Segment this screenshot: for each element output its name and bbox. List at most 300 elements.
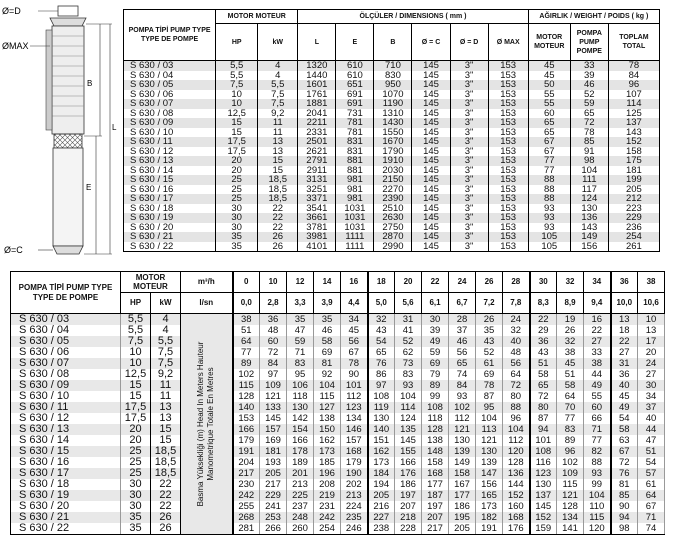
table-cell: 1440	[298, 71, 336, 81]
table-cell: 145	[412, 242, 450, 252]
head-value-cell: 30	[422, 314, 449, 326]
hp-cell: 30	[121, 479, 151, 490]
table-cell: 2211	[298, 118, 336, 128]
head-value-cell: 89	[422, 380, 449, 391]
table-cell: 145	[412, 223, 450, 233]
table-cell: 3"	[450, 118, 488, 128]
head-value-cell: 77	[557, 413, 584, 424]
head-value-cell: 191	[233, 446, 260, 457]
table-cell: 35	[216, 232, 258, 242]
head-value-cell: 140	[368, 424, 395, 435]
head-value-cell: 144	[503, 479, 530, 490]
table-cell: 7,5	[258, 90, 298, 100]
model-cell: S 630 / 16	[124, 185, 216, 195]
col-d: Ø = D	[450, 24, 488, 61]
head-value-cell: 45	[557, 358, 584, 369]
head-value-cell: 241	[260, 501, 287, 512]
table-cell: 50	[528, 80, 570, 90]
head-value-cell: 128	[422, 424, 449, 435]
head-value-cell: 89	[233, 358, 260, 369]
head-value-cell: 115	[557, 479, 584, 490]
table-cell: 1070	[374, 90, 412, 100]
table-cell: 710	[374, 61, 412, 71]
table-cell: 610	[336, 71, 374, 81]
table-cell: 3661	[298, 213, 336, 223]
model-cell: S 630 / 16	[11, 457, 121, 468]
table-cell: 12,5	[216, 109, 258, 119]
table-cell: 1550	[374, 128, 412, 138]
head-value-cell: 194	[368, 479, 395, 490]
head-value-cell: 108	[368, 391, 395, 402]
head-value-cell: 102	[449, 402, 476, 413]
table-cell: 15	[216, 118, 258, 128]
table-cell: 145	[412, 80, 450, 90]
head-value-cell: 97	[260, 369, 287, 380]
table-cell: 3"	[450, 128, 488, 138]
table-cell: 1111	[336, 232, 374, 242]
table-row	[11, 435, 665, 446]
head-value-cell: 49	[584, 380, 611, 391]
table-cell: 1031	[336, 223, 374, 233]
head-value-cell: 71	[638, 512, 665, 523]
head-value-cell: 19	[557, 314, 584, 326]
head-value-cell: 74	[449, 369, 476, 380]
head-value-cell: 13	[611, 314, 638, 326]
table-cell: 153	[488, 232, 528, 242]
col-c: Ø = C	[412, 24, 450, 61]
head-value-cell: 30	[638, 380, 665, 391]
head-value-cell: 181	[260, 446, 287, 457]
table-cell: 22	[258, 213, 298, 223]
head-value-cell: 142	[287, 413, 314, 424]
table-cell: 981	[336, 175, 374, 185]
head-value-cell: 52	[476, 347, 503, 358]
hp-cell: 20	[121, 435, 151, 446]
model-cell: S 630 / 08	[11, 369, 121, 380]
head-value-cell: 59	[287, 336, 314, 347]
table-cell: 3781	[298, 223, 336, 233]
head-axis-label	[181, 314, 233, 535]
table-cell: 10	[216, 90, 258, 100]
col-kw: kW	[258, 24, 298, 61]
dim-d-label: Ø=D	[2, 6, 21, 16]
head-value-cell: 217	[260, 479, 287, 490]
table-cell: 153	[488, 128, 528, 138]
table-cell: 10	[216, 99, 258, 109]
table-cell: 153	[488, 90, 528, 100]
col-flow-ls: l/sn	[181, 293, 233, 314]
head-value-cell: 33	[584, 347, 611, 358]
head-value-cell: 268	[233, 512, 260, 523]
kw-cell: 9,2	[151, 369, 181, 380]
head-value-cell: 62	[395, 347, 422, 358]
head-value-cell: 32	[368, 314, 395, 326]
head-value-cell: 112	[341, 391, 368, 402]
table-cell: 153	[488, 99, 528, 109]
table-cell: 1320	[298, 61, 336, 71]
head-value-cell: 64	[503, 369, 530, 380]
head-value-cell: 65	[530, 380, 557, 391]
table-row	[124, 223, 660, 233]
head-value-cell: 43	[368, 325, 395, 336]
pump-dimension-drawing	[0, 0, 122, 266]
head-value-cell: 165	[476, 490, 503, 501]
head-value-cell: 45	[341, 325, 368, 336]
head-value-cell: 44	[584, 369, 611, 380]
table-cell: 153	[488, 71, 528, 81]
head-value-cell: 179	[233, 435, 260, 446]
table-cell: 2041	[298, 109, 336, 119]
table-cell: 33	[570, 61, 608, 71]
table-cell: 18,5	[258, 175, 298, 185]
head-value-cell: 104	[503, 424, 530, 435]
table-cell: 17,5	[216, 147, 258, 157]
table-cell: 22	[258, 204, 298, 214]
head-value-cell: 57	[638, 468, 665, 479]
col-max: Ø MAX	[488, 24, 528, 61]
table-cell: 1031	[336, 204, 374, 214]
table-cell: 981	[336, 185, 374, 195]
table-cell: 3"	[450, 80, 488, 90]
col-l: L	[298, 24, 336, 61]
table-cell: 137	[608, 118, 659, 128]
table-cell: 145	[412, 204, 450, 214]
flow-ls-header: 4,4	[341, 293, 368, 314]
head-value-cell: 151	[368, 435, 395, 446]
table-cell: 45	[528, 71, 570, 81]
head-value-cell: 54	[638, 457, 665, 468]
head-value-cell: 35	[314, 314, 341, 326]
head-value-cell: 90	[341, 369, 368, 380]
table-cell: 72	[570, 118, 608, 128]
head-value-cell: 18	[611, 325, 638, 336]
head-value-cell: 65	[368, 347, 395, 358]
model-cell: S 630 / 17	[11, 468, 121, 479]
head-value-cell: 16	[584, 314, 611, 326]
head-value-cell: 217	[422, 523, 449, 535]
head-value-cell: 46	[449, 336, 476, 347]
head-value-cell: 26	[557, 325, 584, 336]
hp-cell: 25	[121, 468, 151, 479]
head-value-cell: 237	[287, 501, 314, 512]
table-row	[11, 391, 665, 402]
table-cell: 2750	[374, 223, 412, 233]
table-cell: 98	[570, 156, 608, 166]
table-cell: 91	[570, 147, 608, 157]
head-value-cell: 205	[368, 490, 395, 501]
table-cell: 145	[412, 147, 450, 157]
head-value-cell: 246	[341, 523, 368, 535]
model-cell: S 630 / 03	[124, 61, 216, 71]
head-value-cell: 173	[368, 457, 395, 468]
table-row	[124, 213, 660, 223]
head-value-cell: 31	[395, 314, 422, 326]
head-value-cell: 69	[476, 369, 503, 380]
table-cell: 3"	[450, 213, 488, 223]
table-cell: 1111	[336, 242, 374, 252]
table-cell: 78	[608, 61, 659, 71]
head-value-cell: 99	[584, 479, 611, 490]
table-cell: 145	[412, 109, 450, 119]
head-value-cell: 121	[476, 435, 503, 446]
head-value-cell: 104	[584, 490, 611, 501]
head-value-cell: 95	[287, 369, 314, 380]
table-row	[124, 147, 660, 157]
head-value-cell: 150	[314, 424, 341, 435]
table-cell: 145	[412, 90, 450, 100]
head-value-cell: 17	[638, 336, 665, 347]
head-value-cell: 154	[287, 424, 314, 435]
table-cell: 65	[528, 128, 570, 138]
head-value-cell: 86	[368, 369, 395, 380]
head-value-cell: 140	[233, 402, 260, 413]
head-value-cell: 60	[584, 402, 611, 413]
table-row	[124, 166, 660, 176]
flow-m3h-header: 14	[314, 272, 341, 293]
head-value-cell: 189	[287, 457, 314, 468]
table-cell: 153	[488, 156, 528, 166]
hp-cell: 35	[121, 523, 151, 535]
head-value-cell: 197	[395, 490, 422, 501]
head-value-cell: 70	[557, 402, 584, 413]
table-cell: 4101	[298, 242, 336, 252]
head-value-cell: 102	[233, 369, 260, 380]
table-row	[124, 118, 660, 128]
hp-cell: 12,5	[121, 369, 151, 380]
table-cell: 691	[336, 99, 374, 109]
table-cell: 3541	[298, 204, 336, 214]
head-value-cell: 145	[395, 435, 422, 446]
head-value-cell: 56	[503, 358, 530, 369]
table-cell: 111	[570, 175, 608, 185]
table-row	[11, 468, 665, 479]
table-cell: 88	[528, 194, 570, 204]
model-cell: S 630 / 07	[124, 99, 216, 109]
head-value-cell: 196	[314, 468, 341, 479]
head-value-cell: 168	[341, 446, 368, 457]
hp-cell: 20	[121, 424, 151, 435]
hp-cell: 17,5	[121, 402, 151, 413]
flow-m3h-header: 32	[557, 272, 584, 293]
table-cell: 3"	[450, 242, 488, 252]
head-value-cell: 145	[530, 501, 557, 512]
table-cell: 77	[528, 156, 570, 166]
head-value-cell: 35	[287, 314, 314, 326]
head-value-cell: 266	[260, 523, 287, 535]
table-cell: 145	[412, 71, 450, 81]
kw-cell: 18,5	[151, 457, 181, 468]
head-value-cell: 178	[287, 446, 314, 457]
col-b: B	[374, 24, 412, 61]
table-cell: 104	[570, 166, 608, 176]
col-kw: kW	[151, 293, 181, 314]
head-value-cell: 43	[476, 336, 503, 347]
table-row	[124, 175, 660, 185]
kw-cell: 22	[151, 479, 181, 490]
head-value-cell: 176	[503, 523, 530, 535]
table-cell: 5,5	[258, 80, 298, 90]
model-cell: S 630 / 12	[11, 413, 121, 424]
flow-m3h-header: 24	[449, 272, 476, 293]
head-value-cell: 224	[341, 501, 368, 512]
table-row	[124, 80, 660, 90]
head-value-cell: 27	[638, 369, 665, 380]
head-value-cell: 260	[287, 523, 314, 535]
head-value-cell: 90	[611, 501, 638, 512]
table-row	[124, 156, 660, 166]
table-cell: 691	[336, 90, 374, 100]
head-value-cell: 38	[584, 358, 611, 369]
head-value-cell: 65	[449, 358, 476, 369]
table-cell: 35	[216, 242, 258, 252]
table-cell: 153	[488, 213, 528, 223]
table-cell: 153	[488, 80, 528, 90]
table-cell: 60	[528, 109, 570, 119]
head-value-cell: 22	[584, 325, 611, 336]
table-cell: 236	[608, 223, 659, 233]
head-value-cell: 167	[449, 479, 476, 490]
table-cell: 1881	[298, 99, 336, 109]
table-cell: 105	[528, 242, 570, 252]
head-value-cell: 173	[476, 501, 503, 512]
head-value-cell: 104	[395, 391, 422, 402]
head-value-cell: 38	[557, 347, 584, 358]
table-cell: 11	[258, 128, 298, 138]
head-value-cell: 166	[395, 457, 422, 468]
head-value-cell: 92	[314, 369, 341, 380]
table-cell: 25	[216, 175, 258, 185]
head-value-cell: 58	[611, 424, 638, 435]
table-cell: 2911	[298, 166, 336, 176]
head-value-cell: 83	[395, 369, 422, 380]
table-cell: 3"	[450, 166, 488, 176]
col-hp: HP	[121, 293, 151, 314]
table-cell: 781	[336, 128, 374, 138]
head-value-cell: 118	[422, 413, 449, 424]
table-cell: 830	[374, 71, 412, 81]
head-value-cell: 54	[611, 413, 638, 424]
flow-m3h-header: 36	[611, 272, 638, 293]
table-cell: 1670	[374, 137, 412, 147]
table-cell: 1601	[298, 80, 336, 90]
head-value-cell: 230	[233, 479, 260, 490]
head-value-cell: 134	[557, 512, 584, 523]
head-value-cell: 78	[476, 380, 503, 391]
flow-m3h-header: 30	[530, 272, 557, 293]
head-value-cell: 118	[287, 391, 314, 402]
flow-ls-header: 2,8	[260, 293, 287, 314]
table-cell: 11	[258, 118, 298, 128]
head-value-cell: 136	[503, 468, 530, 479]
head-value-cell: 98	[611, 523, 638, 535]
table-cell: 46	[570, 80, 608, 90]
head-value-cell: 45	[611, 391, 638, 402]
head-value-cell: 137	[530, 490, 557, 501]
table-row	[11, 380, 665, 391]
table-row	[124, 242, 660, 252]
table-cell: 212	[608, 194, 659, 204]
table-cell: 153	[488, 242, 528, 252]
table-cell: 15	[258, 156, 298, 166]
head-value-cell: 48	[260, 325, 287, 336]
table-row	[11, 501, 665, 512]
col-motor: MOTOR MOTEUR	[216, 10, 298, 24]
head-value-cell: 101	[341, 380, 368, 391]
flow-ls-header: 3,9	[314, 293, 341, 314]
model-cell: S 630 / 09	[11, 380, 121, 391]
table-cell: 950	[374, 80, 412, 90]
head-value-cell: 158	[449, 468, 476, 479]
table-cell: 30	[216, 204, 258, 214]
flow-m3h-header: 26	[476, 272, 503, 293]
head-value-cell: 63	[611, 435, 638, 446]
head-value-cell: 26	[476, 314, 503, 326]
head-value-cell: 74	[638, 523, 665, 535]
col-pump-type: POMPA TİPİ PUMP TYPE TYPE DE POMPE	[124, 10, 216, 61]
kw-cell: 11	[151, 391, 181, 402]
hp-cell: 5,5	[121, 325, 151, 336]
head-value-cell: 32	[503, 325, 530, 336]
table-cell: 3981	[298, 232, 336, 242]
col-dimensions: ÖLÇÜLER / DIMENSIONS ( mm )	[298, 10, 528, 24]
head-value-cell: 67	[341, 347, 368, 358]
head-value-cell: 77	[584, 435, 611, 446]
flow-ls-header: 5,0	[368, 293, 395, 314]
table-cell: 136	[570, 213, 608, 223]
table-row	[11, 314, 665, 326]
table-cell: 3131	[298, 175, 336, 185]
flow-ls-header: 10,0	[611, 293, 638, 314]
table-cell: 145	[412, 166, 450, 176]
head-value-cell: 225	[287, 490, 314, 501]
head-value-cell: 130	[368, 413, 395, 424]
head-value-cell: 71	[287, 347, 314, 358]
head-value-cell: 145	[260, 413, 287, 424]
table-cell: 65	[528, 118, 570, 128]
table-cell: 85	[570, 137, 608, 147]
head-value-cell: 27	[584, 336, 611, 347]
head-value-cell: 104	[476, 413, 503, 424]
head-value-cell: 130	[287, 402, 314, 413]
kw-cell: 11	[151, 380, 181, 391]
flow-m3h-header: 34	[584, 272, 611, 293]
table-cell: 20	[216, 166, 258, 176]
head-value-cell: 29	[530, 325, 557, 336]
model-cell: S 630 / 20	[124, 223, 216, 233]
table-cell: 145	[412, 128, 450, 138]
head-value-cell: 58	[530, 369, 557, 380]
table-cell: 18,5	[258, 185, 298, 195]
table-row	[11, 490, 665, 501]
head-value-cell: 99	[422, 391, 449, 402]
head-value-cell: 156	[476, 479, 503, 490]
head-value-cell: 195	[449, 512, 476, 523]
model-cell: S 630 / 15	[124, 175, 216, 185]
flow-ls-header: 6,7	[449, 293, 476, 314]
head-value-cell: 185	[314, 457, 341, 468]
table-row	[11, 523, 665, 535]
table-cell: 3"	[450, 61, 488, 71]
head-value-cell: 101	[530, 435, 557, 446]
head-value-cell: 127	[314, 402, 341, 413]
head-value-cell: 51	[557, 369, 584, 380]
table-cell: 145	[412, 118, 450, 128]
model-cell: S 630 / 10	[124, 128, 216, 138]
head-value-cell: 162	[368, 446, 395, 457]
head-value-cell: 64	[233, 336, 260, 347]
flow-m3h-header: 28	[503, 272, 530, 293]
head-value-cell: 88	[503, 402, 530, 413]
